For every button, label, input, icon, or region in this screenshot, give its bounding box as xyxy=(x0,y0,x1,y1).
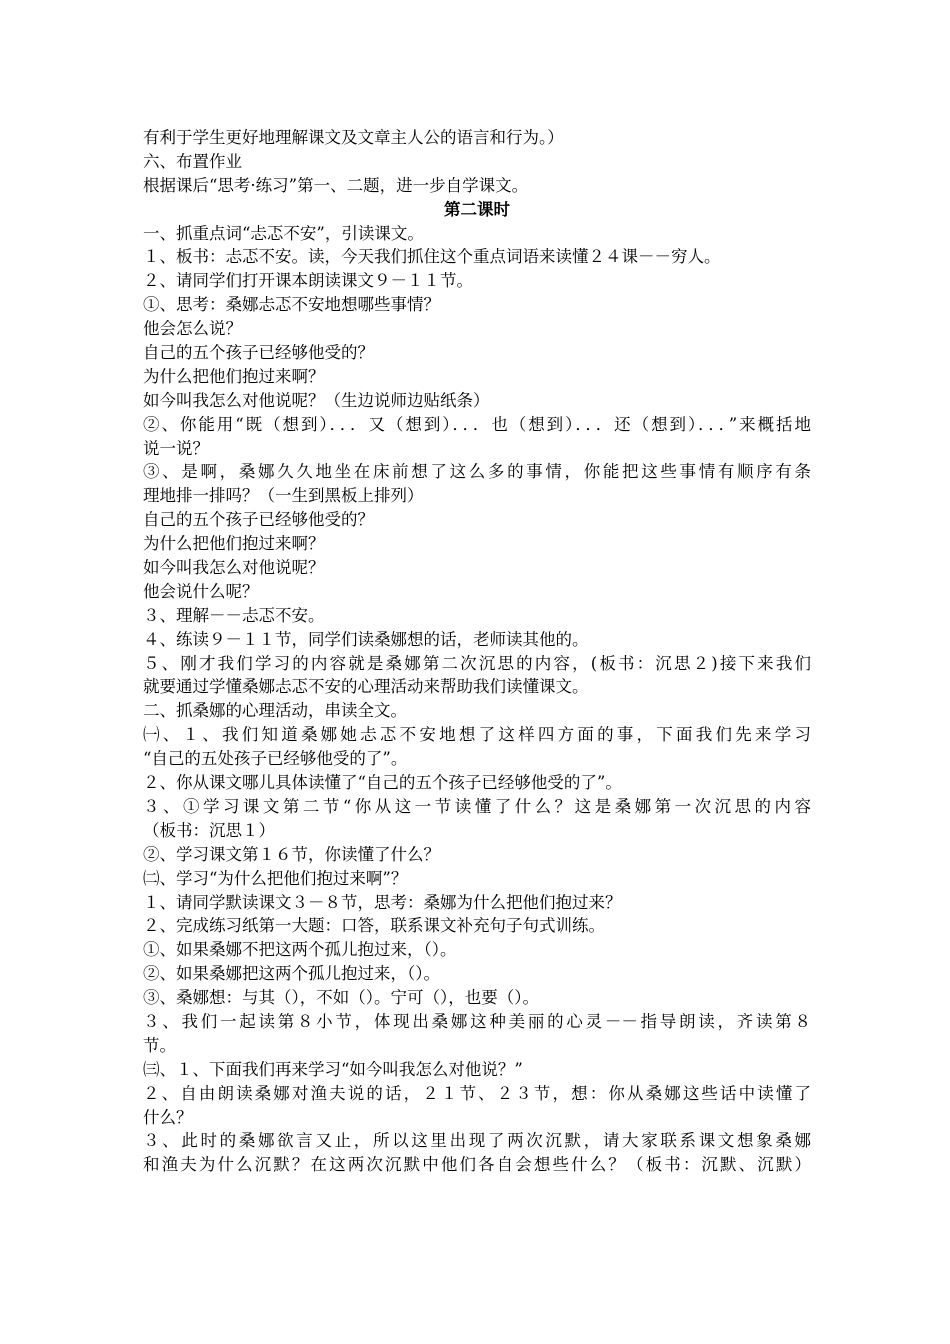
text-line: ③、桑娜想：与其（），不如（）。宁可（），也要（）。 xyxy=(143,988,539,1008)
text-line: 理地排一排吗？（一生到黑板上排列） xyxy=(143,486,424,506)
text-line: ２、请同学们打开课本朗读课文９－１１节。 xyxy=(143,271,473,291)
text-line: ２、自由朗读桑娜对渔夫说的话，２１节、２３节，想：你从桑娜这些话中读懂了 xyxy=(143,1083,811,1103)
text-line: （板书：沉思１） xyxy=(143,820,275,840)
text-line: １、请同学默读课文３－８节，思考：桑娜为什么把他们抱过来？ xyxy=(143,892,622,912)
text-line: ②、你能用“既（想到）．．．又（想到）．．．也（想到）．．．还（想到）．．．”来概括地 xyxy=(143,414,811,434)
text-line: ㈠、１、我们知道桑娜她忐忑不安地想了这样四方面的事，下面我们先来学习 xyxy=(143,725,811,745)
text-line: 为什么把他们抱过来啊？ xyxy=(143,534,325,554)
text-line: 就要通过学懂桑娜忐忑不安的心理活动来帮助我们读懂课文。 xyxy=(143,677,589,697)
text-line: ㈢、１、下面我们再来学习“如今叫我怎么对他说？” xyxy=(143,1059,523,1079)
section-heading: 一、抓重点词“忐忑不安”，引读课文。 xyxy=(143,223,424,243)
text-line: 什么？ xyxy=(143,1107,193,1127)
text-line: 为什么把他们抱过来啊？ xyxy=(143,366,325,386)
text-line: 他会怎么说？ xyxy=(143,319,242,339)
text-line: 自己的五个孩子已经够他受的？ xyxy=(143,510,374,530)
text-line: 如今叫我怎么对他说呢？（生边说师边贴纸条） xyxy=(143,390,490,410)
text-line: 自己的五个孩子已经够他受的？ xyxy=(143,343,374,363)
text-line: ㈡、学习“为什么把他们抱过来啊”？ xyxy=(143,868,408,888)
text-line: ３、①学习课文第二节“你从这一节读懂了什么？这是桑娜第一次沉思的内容 xyxy=(143,796,811,816)
text-line: ③、是啊，桑娜久久地坐在床前想了这么多的事情，你能把这些事情有顺序有条 xyxy=(143,462,811,482)
text-line: ４、练读９－１１节，同学们读桑娜想的话，老师读其他的。 xyxy=(143,629,589,649)
text-line: 根据课后“思考·练习”第一、二题，进一步自学课文。 xyxy=(143,175,529,195)
text-line: ３、此时的桑娜欲言又止，所以这里出现了两次沉默，请大家联系课文想象桑娜 xyxy=(143,1131,811,1151)
text-line: 如今叫我怎么对他说呢？ xyxy=(143,558,325,578)
text-line: １、板书：忐忑不安。读，今天我们抓住这个重点词语来读懂２４课－－穷人。 xyxy=(143,247,721,267)
text-line: ①、思考：桑娜忐忑不安地想哪些事情？ xyxy=(143,295,440,315)
document-page xyxy=(143,126,811,1177)
text-line: ①、如果桑娜不把这两个孤儿抱过来，（）。 xyxy=(143,940,457,960)
text-line: ５、刚才我们学习的内容就是桑娜第二次沉思的内容，(板书：沉思２)接下来我们 xyxy=(143,653,811,673)
text-line: ２、完成练习纸第一大题：口答，联系课文补充句子句式训练。 xyxy=(143,916,605,936)
text-line: ②、如果桑娜把这两个孤儿抱过来，（）。 xyxy=(143,964,440,984)
text-line: “自己的五处孩子已经够他受的了”。 xyxy=(143,749,408,769)
text-line: 他会说什么呢？ xyxy=(143,581,259,601)
text-line: 有利于学生更好地理解课文及文章主人公的语言和行为。） xyxy=(143,128,564,147)
text-line: 和渔夫为什么沉默？在这两次沉默中他们各自会想些什么？（板书：沉默、沉默） xyxy=(143,1155,811,1175)
lesson-title: 第二课时 xyxy=(444,199,510,219)
text-line: ２、你从课文哪儿具体读懂了“自己的五个孩子已经够他受的了”。 xyxy=(143,773,622,793)
section-heading: 二、抓桑娜的心理活动，串读全文。 xyxy=(143,701,407,721)
text-line: 节。 xyxy=(143,1035,176,1055)
text-line: ３、我们一起读第８小节，体现出桑娜这种美丽的心灵－－指导朗读，齐读第８ xyxy=(143,1011,811,1031)
section-heading: 六、布置作业 xyxy=(143,151,242,171)
text-line: ②、学习课文第１６节，你读懂了什么？ xyxy=(143,844,440,864)
text-line: ３、理解－－忐忑不安。 xyxy=(143,605,325,625)
text-line: 说一说？ xyxy=(143,438,209,458)
